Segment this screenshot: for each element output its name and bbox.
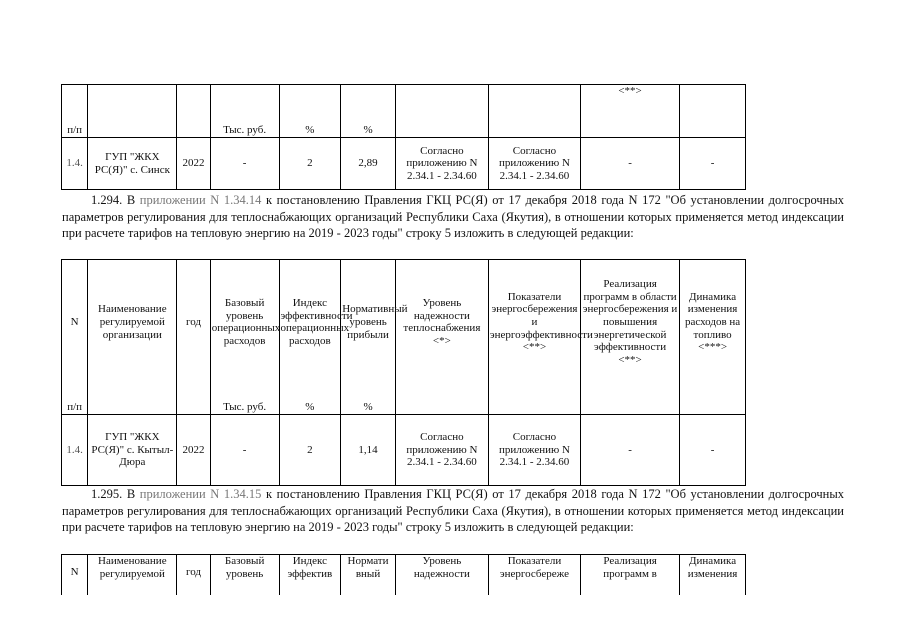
- efficiency-index-cell: 2: [279, 138, 341, 190]
- unit-cell: [88, 118, 177, 138]
- unit-cell: п/п: [62, 118, 88, 138]
- header-year: год: [177, 260, 210, 385]
- unit-cell: [488, 385, 580, 415]
- paragraph-number: 1.294. В: [91, 193, 140, 207]
- header-fragment: <**>: [580, 85, 679, 118]
- organization-name: ГУП "ЖКХ РС(Я)" с. Синск: [88, 138, 177, 190]
- paragraph-1295: [62, 486, 844, 536]
- paragraph-number: 1.295. В: [91, 487, 140, 501]
- fuel-dynamics-cell: -: [680, 415, 746, 486]
- table-b: [61, 259, 746, 486]
- table-row: [62, 138, 746, 190]
- unit-cell: %: [279, 118, 341, 138]
- appendix-link[interactable]: приложении N 1.34.14: [139, 193, 262, 207]
- header-reliability: Уровень надежности теплоснабжения <*>: [395, 260, 488, 385]
- header-reliability: Уровень надежности: [395, 555, 488, 595]
- reliability-cell: Согласно приложению N 2.34.1 - 2.34.60: [395, 415, 488, 486]
- profit-level-cell: 1,14: [341, 415, 396, 486]
- header-programs: Реализация программ в: [580, 555, 679, 595]
- year-cell: 2022: [177, 415, 210, 486]
- row-number: 1.4.: [62, 415, 88, 486]
- paragraph-text: к постановлению Правления ГКЦ РС(Я) от 17 декабря 2018 года N 172 "Об установлении долгосрочных параметров регулирования для теплоснабжающих организаций Республики Саха (Якутия), в отношении которых применяется метод индексации при расчете тарифов на тепловую энергию на 2019 - 2023 годы" строку 5 изложить в следующей редакции:: [62, 487, 845, 534]
- fuel-dynamics-cell: -: [680, 138, 746, 190]
- profit-level-cell: 2,89: [341, 138, 396, 190]
- header-base-costs: Базовый уровень операционных расходов: [210, 260, 279, 385]
- unit-cell: Тыс. руб.: [210, 385, 279, 415]
- header-number: N: [62, 260, 88, 385]
- unit-cell: [488, 118, 580, 138]
- reliability-cell: Согласно приложению N 2.34.1 - 2.34.60: [395, 138, 488, 190]
- header-energy-indicators: Показатели энергосбережения и энергоэффективности <**>: [488, 260, 580, 385]
- unit-cell: [580, 118, 679, 138]
- paragraph-1294: [62, 192, 844, 242]
- unit-cell: [395, 385, 488, 415]
- unit-cell: %: [341, 385, 396, 415]
- unit-cell: п/п: [62, 385, 88, 415]
- year-cell: 2022: [177, 138, 210, 190]
- organization-name: ГУП "ЖКХ РС(Я)" с. Кытыл-Дюра: [88, 415, 177, 486]
- paragraph-text: к постановлению Правления ГКЦ РС(Я) от 17 декабря 2018 года N 172 "Об установлении долгосрочных параметров регулирования для теплоснабжающих организаций Республики Саха (Якутия), в отношении которых применяется метод индексации при расчете тарифов на тепловую энергию на 2019 - 2023 годы" строку 5 изложить в следующей редакции:: [62, 193, 845, 240]
- table-a: [61, 84, 746, 190]
- header-energy-indicators: Показатели энергосбереже: [488, 555, 580, 595]
- efficiency-index-cell: 2: [279, 415, 341, 486]
- base-costs-cell: -: [210, 138, 279, 190]
- unit-cell: [177, 118, 210, 138]
- unit-cell: [580, 385, 679, 415]
- energy-indicators-cell: Согласно приложению N 2.34.1 - 2.34.60: [488, 138, 580, 190]
- unit-cell: [395, 118, 488, 138]
- unit-cell: %: [279, 385, 341, 415]
- unit-cell: [680, 118, 746, 138]
- unit-cell: [177, 385, 210, 415]
- energy-indicators-cell: Согласно приложению N 2.34.1 - 2.34.60: [488, 415, 580, 486]
- program-cell: -: [580, 138, 679, 190]
- header-base-costs: Базовый уровень: [210, 555, 279, 595]
- header-organization: Наименование регулируемой организации: [88, 260, 177, 385]
- header-fuel-dynamics: Динамика изменения расходов на топливо <***>: [680, 260, 746, 385]
- header-profit-level: Нормативный уровень прибыли: [341, 260, 396, 385]
- unit-cell: [680, 385, 746, 415]
- row-number: 1.4.: [62, 138, 88, 190]
- header-number: N: [62, 555, 88, 595]
- unit-cell: [88, 385, 177, 415]
- table-c: [61, 554, 746, 595]
- base-costs-cell: -: [210, 415, 279, 486]
- appendix-link[interactable]: приложении N 1.34.15: [139, 487, 262, 501]
- table-row: [62, 415, 746, 486]
- unit-cell: Тыс. руб.: [210, 118, 279, 138]
- header-fuel-dynamics: Динамика изменения: [680, 555, 746, 595]
- header-organization: Наименование регулируемой: [88, 555, 177, 595]
- unit-cell: %: [341, 118, 396, 138]
- header-profit-level: Нормати вный: [341, 555, 396, 595]
- header-year: год: [177, 555, 210, 595]
- program-cell: -: [580, 415, 679, 486]
- header-efficiency-index: Индекс эффектив: [279, 555, 341, 595]
- header-efficiency-index: Индекс эффективности операционных расходов: [279, 260, 341, 385]
- header-programs: Реализация программ в области энергосбережения и повышения энергетической эффективности <**>: [580, 260, 679, 385]
